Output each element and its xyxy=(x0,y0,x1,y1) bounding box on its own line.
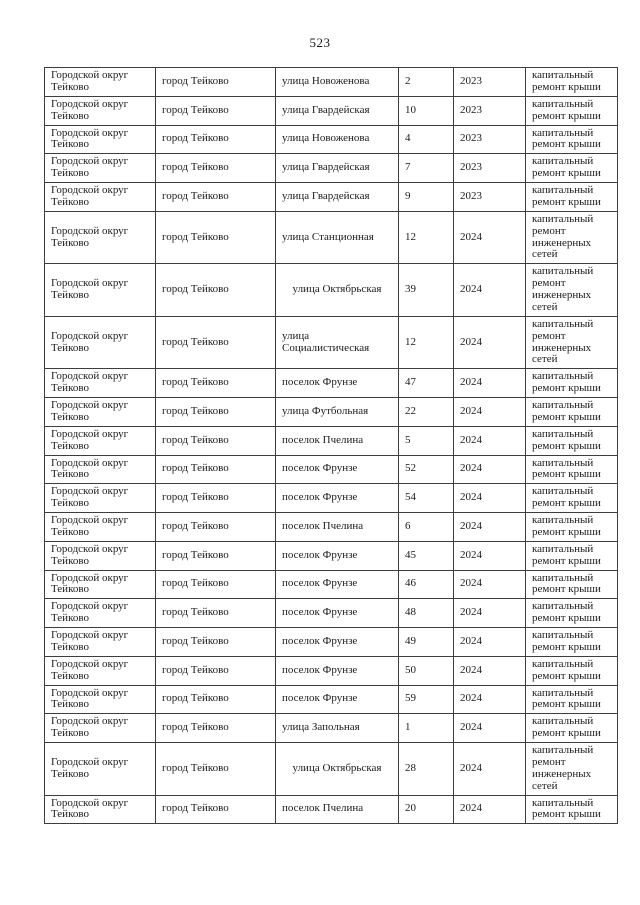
cell-work-type: капитальный ремонт крыши xyxy=(526,513,618,542)
cell-city: город Тейково xyxy=(156,484,276,513)
cell-work-type: капитальный ремонт крыши xyxy=(526,795,618,824)
cell-district: Городской округ Тейково xyxy=(45,656,156,685)
cell-district: Городской округ Тейково xyxy=(45,96,156,125)
table-row xyxy=(45,628,618,657)
table-row xyxy=(45,570,618,599)
table-row xyxy=(45,183,618,212)
cell-district: Городской округ Тейково xyxy=(45,743,156,796)
table-row xyxy=(45,541,618,570)
table-row xyxy=(45,656,618,685)
cell-street: поселок Фрунзе xyxy=(276,656,399,685)
cell-house-number: 6 xyxy=(399,513,454,542)
cell-year: 2024 xyxy=(454,714,526,743)
cell-year: 2024 xyxy=(454,599,526,628)
cell-year: 2024 xyxy=(454,628,526,657)
cell-house-number: 5 xyxy=(399,426,454,455)
cell-work-type: капитальный ремонт крыши xyxy=(526,455,618,484)
table-row xyxy=(45,599,618,628)
cell-work-type: капитальный ремонт крыши xyxy=(526,656,618,685)
cell-city: город Тейково xyxy=(156,628,276,657)
cell-district: Городской округ Тейково xyxy=(45,795,156,824)
cell-district: Городской округ Тейково xyxy=(45,426,156,455)
cell-district: Городской округ Тейково xyxy=(45,628,156,657)
cell-year: 2024 xyxy=(454,743,526,796)
cell-city: город Тейково xyxy=(156,795,276,824)
cell-work-type: капитальный ремонт крыши xyxy=(526,96,618,125)
cell-city: город Тейково xyxy=(156,264,276,317)
table-row xyxy=(45,125,618,154)
cell-street: поселок Фрунзе xyxy=(276,599,399,628)
cell-house-number: 45 xyxy=(399,541,454,570)
cell-year: 2024 xyxy=(454,316,526,369)
cell-house-number: 22 xyxy=(399,398,454,427)
table-row xyxy=(45,795,618,824)
cell-street: поселок Фрунзе xyxy=(276,369,399,398)
cell-work-type: капитальный ремонт крыши xyxy=(526,541,618,570)
cell-work-type: капитальный ремонт крыши xyxy=(526,714,618,743)
cell-year: 2023 xyxy=(454,183,526,212)
cell-district: Городской округ Тейково xyxy=(45,68,156,97)
repairs-table-body xyxy=(45,68,618,824)
cell-work-type: капитальный ремонт инженерных сетей xyxy=(526,264,618,317)
table-row xyxy=(45,714,618,743)
cell-city: город Тейково xyxy=(156,599,276,628)
cell-work-type: капитальный ремонт крыши xyxy=(526,183,618,212)
cell-city: город Тейково xyxy=(156,426,276,455)
cell-city: город Тейково xyxy=(156,398,276,427)
cell-street: улица Октябрьская xyxy=(276,743,399,796)
cell-street: улица Социалистическая xyxy=(276,316,399,369)
cell-house-number: 10 xyxy=(399,96,454,125)
cell-house-number: 54 xyxy=(399,484,454,513)
table-row xyxy=(45,398,618,427)
cell-house-number: 4 xyxy=(399,125,454,154)
cell-house-number: 49 xyxy=(399,628,454,657)
cell-work-type: капитальный ремонт крыши xyxy=(526,369,618,398)
table-row xyxy=(45,154,618,183)
cell-street: поселок Фрунзе xyxy=(276,628,399,657)
cell-district: Городской округ Тейково xyxy=(45,599,156,628)
table-row xyxy=(45,513,618,542)
cell-work-type: капитальный ремонт крыши xyxy=(526,426,618,455)
cell-year: 2024 xyxy=(454,570,526,599)
page-number: 523 xyxy=(309,35,331,50)
cell-city: город Тейково xyxy=(156,183,276,212)
cell-work-type: капитальный ремонт крыши xyxy=(526,599,618,628)
cell-street: поселок Фрунзе xyxy=(276,541,399,570)
cell-house-number: 39 xyxy=(399,264,454,317)
cell-house-number: 59 xyxy=(399,685,454,714)
cell-city: город Тейково xyxy=(156,513,276,542)
cell-district: Городской округ Тейково xyxy=(45,455,156,484)
cell-city: город Тейково xyxy=(156,541,276,570)
table-row xyxy=(45,369,618,398)
cell-street: поселок Фрунзе xyxy=(276,455,399,484)
cell-district: Городской округ Тейково xyxy=(45,570,156,599)
cell-district: Городской округ Тейково xyxy=(45,211,156,264)
cell-district: Городской округ Тейково xyxy=(45,685,156,714)
cell-street: улица Футбольная xyxy=(276,398,399,427)
cell-street: улица Новоженова xyxy=(276,68,399,97)
cell-house-number: 9 xyxy=(399,183,454,212)
cell-work-type: капитальный ремонт крыши xyxy=(526,68,618,97)
cell-city: город Тейково xyxy=(156,570,276,599)
table-row xyxy=(45,455,618,484)
cell-house-number: 52 xyxy=(399,455,454,484)
cell-district: Городской округ Тейково xyxy=(45,125,156,154)
table-row xyxy=(45,96,618,125)
cell-work-type: капитальный ремонт крыши xyxy=(526,570,618,599)
cell-house-number: 1 xyxy=(399,714,454,743)
cell-city: город Тейково xyxy=(156,211,276,264)
cell-house-number: 28 xyxy=(399,743,454,796)
cell-street: поселок Фрунзе xyxy=(276,570,399,599)
cell-year: 2024 xyxy=(454,264,526,317)
cell-district: Городской округ Тейково xyxy=(45,183,156,212)
cell-work-type: капитальный ремонт крыши xyxy=(526,484,618,513)
cell-year: 2024 xyxy=(454,484,526,513)
cell-street: улица Новоженова xyxy=(276,125,399,154)
cell-year: 2024 xyxy=(454,398,526,427)
cell-district: Городской округ Тейково xyxy=(45,154,156,183)
table-row xyxy=(45,264,618,317)
table-row xyxy=(45,211,618,264)
cell-street: улица Гвардейская xyxy=(276,96,399,125)
cell-year: 2024 xyxy=(454,656,526,685)
cell-house-number: 12 xyxy=(399,211,454,264)
cell-house-number: 2 xyxy=(399,68,454,97)
cell-street: улица Гвардейская xyxy=(276,183,399,212)
cell-work-type: капитальный ремонт крыши xyxy=(526,125,618,154)
table-row xyxy=(45,743,618,796)
cell-year: 2024 xyxy=(454,211,526,264)
cell-district: Городской округ Тейково xyxy=(45,398,156,427)
cell-house-number: 50 xyxy=(399,656,454,685)
cell-district: Городской округ Тейково xyxy=(45,541,156,570)
cell-city: город Тейково xyxy=(156,743,276,796)
cell-city: город Тейково xyxy=(156,68,276,97)
cell-street: поселок Пчелина xyxy=(276,513,399,542)
cell-street: поселок Фрунзе xyxy=(276,484,399,513)
cell-year: 2023 xyxy=(454,96,526,125)
cell-year: 2024 xyxy=(454,685,526,714)
cell-district: Городской округ Тейково xyxy=(45,513,156,542)
cell-house-number: 47 xyxy=(399,369,454,398)
table-row xyxy=(45,316,618,369)
cell-year: 2024 xyxy=(454,795,526,824)
cell-year: 2023 xyxy=(454,125,526,154)
cell-year: 2024 xyxy=(454,455,526,484)
cell-city: город Тейково xyxy=(156,125,276,154)
cell-street: улица Запольная xyxy=(276,714,399,743)
cell-street: улица Станционная xyxy=(276,211,399,264)
cell-year: 2024 xyxy=(454,369,526,398)
table-row xyxy=(45,426,618,455)
cell-city: город Тейково xyxy=(156,154,276,183)
cell-work-type: капитальный ремонт крыши xyxy=(526,398,618,427)
cell-city: город Тейково xyxy=(156,96,276,125)
cell-district: Городской округ Тейково xyxy=(45,264,156,317)
cell-house-number: 20 xyxy=(399,795,454,824)
cell-street: улица Гвардейская xyxy=(276,154,399,183)
cell-city: город Тейково xyxy=(156,369,276,398)
cell-street: поселок Пчелина xyxy=(276,426,399,455)
cell-city: город Тейково xyxy=(156,714,276,743)
cell-street: улица Октябрьская xyxy=(276,264,399,317)
cell-year: 2023 xyxy=(454,154,526,183)
cell-work-type: капитальный ремонт крыши xyxy=(526,628,618,657)
cell-city: город Тейково xyxy=(156,656,276,685)
cell-year: 2023 xyxy=(454,68,526,97)
cell-city: город Тейково xyxy=(156,316,276,369)
cell-work-type: капитальный ремонт крыши xyxy=(526,685,618,714)
table-row xyxy=(45,68,618,97)
cell-city: город Тейково xyxy=(156,455,276,484)
cell-year: 2024 xyxy=(454,513,526,542)
cell-district: Городской округ Тейково xyxy=(45,369,156,398)
cell-street: поселок Фрунзе xyxy=(276,685,399,714)
table-row xyxy=(45,484,618,513)
cell-district: Городской округ Тейково xyxy=(45,714,156,743)
table-row xyxy=(45,685,618,714)
cell-house-number: 46 xyxy=(399,570,454,599)
cell-year: 2024 xyxy=(454,541,526,570)
cell-street: поселок Пчелина xyxy=(276,795,399,824)
cell-city: город Тейково xyxy=(156,685,276,714)
cell-work-type: капитальный ремонт инженерных сетей xyxy=(526,211,618,264)
cell-district: Городской округ Тейково xyxy=(45,316,156,369)
cell-work-type: капитальный ремонт инженерных сетей xyxy=(526,743,618,796)
repairs-table xyxy=(44,67,618,824)
cell-house-number: 7 xyxy=(399,154,454,183)
cell-work-type: капитальный ремонт крыши xyxy=(526,154,618,183)
cell-district: Городской округ Тейково xyxy=(45,484,156,513)
cell-house-number: 48 xyxy=(399,599,454,628)
cell-house-number: 12 xyxy=(399,316,454,369)
cell-year: 2024 xyxy=(454,426,526,455)
cell-work-type: капитальный ремонт инженерных сетей xyxy=(526,316,618,369)
